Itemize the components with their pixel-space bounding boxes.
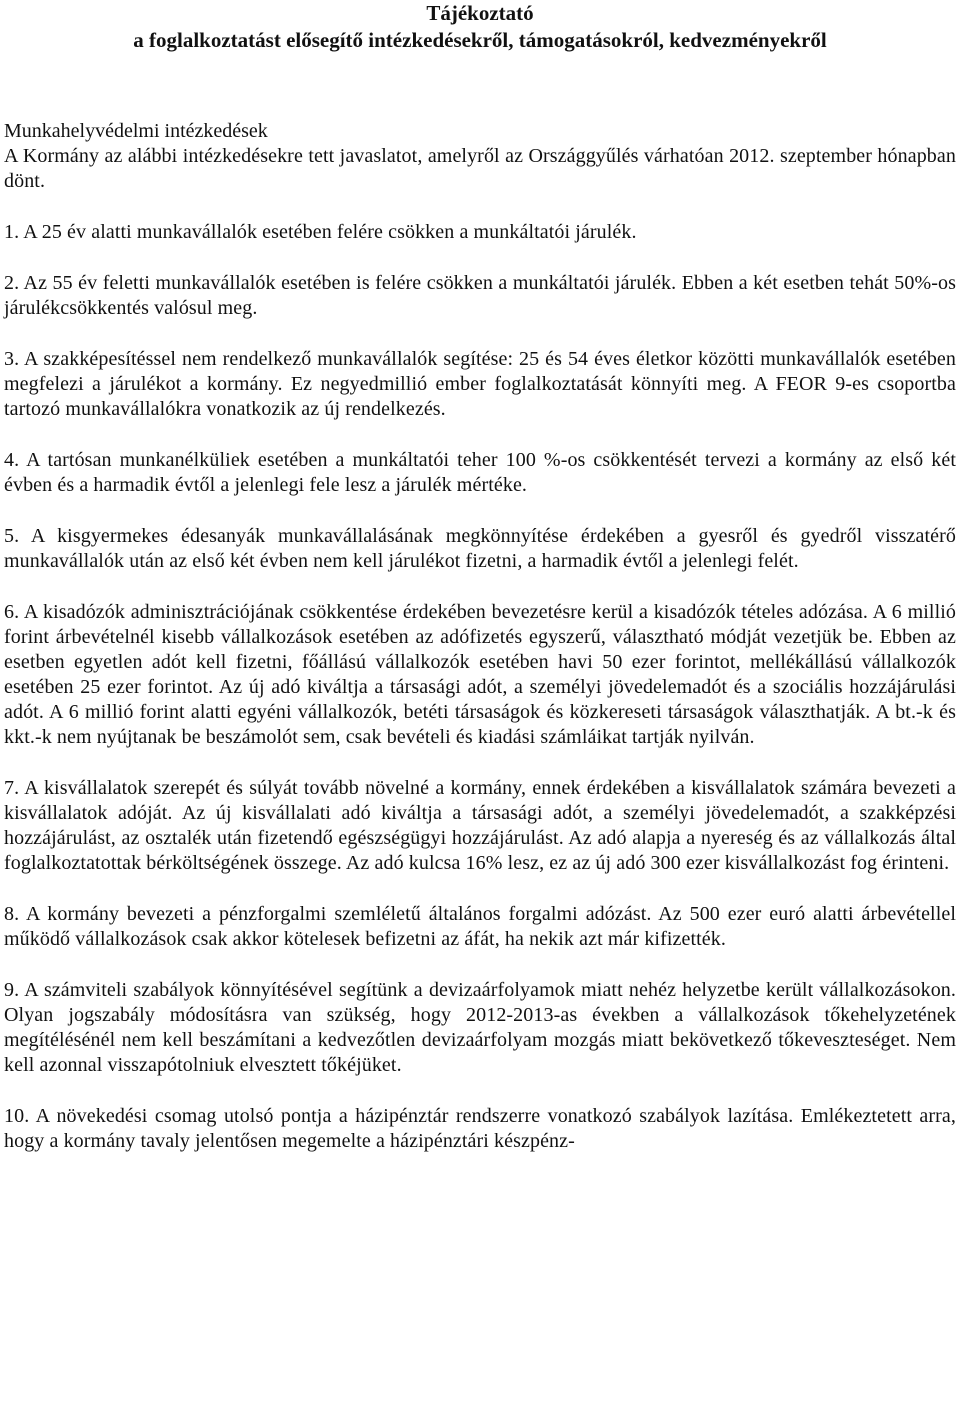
title-line-1: Tájékoztató xyxy=(426,1,534,25)
item-8: 8. A kormány bevezeti a pénzforgalmi szemléletű általános forgalmi adózást. Az 500 ezer euró alatti árbevétellel működő vállalkozások csak akkor kötelesek befizetni az áfát, ha nekik azt már kifizették. xyxy=(4,903,956,950)
intro-paragraph: A Kormány az alábbi intézkedésekre tett javaslatot, amelyről az Országgyűlés várhatóan 2012. szeptember hónapban dönt. xyxy=(4,145,956,192)
item-9: 9. A számviteli szabályok könnyítésével segítünk a devizaárfolyamok miatt nehéz helyzetbe került vállalkozásokon. Olyan jogszabály módosításra van szükség, hogy 2012-2013-as években a vállalkozások tőkehelyzetének megítélésénél nem kell beszámítani a kedvezőtlen devizaárfolyam mozgás miatt bekövetkező tőkeveszteséget. Nem kell azonnal visszapótolniuk elvesztett tőkéjüket. xyxy=(4,979,956,1076)
spacer xyxy=(4,574,956,600)
section-heading: Munkahelyvédelmi intézkedések xyxy=(4,120,268,142)
spacer xyxy=(4,876,956,902)
spacer xyxy=(4,1078,956,1104)
item-6: 6. A kisadózók adminisztrációjának csökkentése érdekében bevezetésre kerül a kisadózók tételes adózása. A 6 millió forint árbevételnél kisebb vállalkozások esetében az adófizetés egyszerű, választható módját vezetjük be. Ebben az esetben egyetlen adót kell fizetni, főállású vállalkozók esetében havi 50 ezer forintot, mellékállású vállalkozók esetében 25 ezer forintot. Az új adó kiváltja a társasági adót, a személyi jövedelemadót és a szociális hozzájárulási adót. A 6 millió forint alatti egyéni vállalkozók, betéti társaságok és közkereseti társaságok választhatják. A bt.-k és kkt.-k nem nyújtanak be beszámolót sem, csak bevételi és kiadási számláikat tartják nyilván. xyxy=(4,601,956,748)
spacer xyxy=(4,321,956,347)
item-7: 7. A kisvállalatok szerepét és súlyát tovább növelné a kormány, ennek érdekében a kisvállalatok számára bevezeti a kisvállalatok adóját. Az új kisvállalati adó kiváltja a társasági adót, a személyi jövedelemadót, a szakképzési hozzájárulást, az osztalék után fizetendő egészségügyi hozzájárulást. Az adó alapja a nyereség és az vállalkozás által foglalkoztatottak bérköltségének összege. Az adó kulcsa 16% lesz, ez az új adó 300 ezer kisvállalkozást fog érinteni. xyxy=(4,777,956,874)
spacer xyxy=(4,498,956,524)
spacer xyxy=(4,750,956,776)
spacer xyxy=(4,194,956,220)
item-5: 5. A kisgyermekes édesanyák munkavállalásának megkönnyítése érdekében a gyesről és gyedről visszatérő munkavállalók után az első két évben nem kell járulékot fizetni, a harmadik évtől a jelenlegi felét. xyxy=(4,525,956,572)
item-1: 1. A 25 év alatti munkavállalók esetében felére csökken a munkáltatói járulék. xyxy=(4,221,637,243)
spacer xyxy=(4,952,956,978)
item-3: 3. A szakképesítéssel nem rendelkező munkavállalók segítése: 25 és 54 éves életkor közötti munkavállalók esetében megfelezi a járulékot a kormány. Ez negyedmillió ember foglalkoztatását könnyíti meg. A FEOR 9-es csoportba tartozó munkavállalókra vonatkozik az új rendelkezés. xyxy=(4,348,956,420)
item-4: 4. A tartósan munkanélküliek esetében a munkáltatói teher 100 %-os csökkentését tervezi a kormány az első két évben és a harmadik évtől a jelenlegi fele lesz a járulék mértéke. xyxy=(4,449,956,496)
document-page xyxy=(4,0,956,1154)
document-title xyxy=(4,0,956,54)
spacer xyxy=(4,245,956,271)
item-10: 10. A növekedési csomag utolsó pontja a házipénztár rendszerre vonatkozó szabályok lazítása. Emlékeztetett arra, hogy a kormány tavaly jelentősen megemelte a házipénztári készpénz- xyxy=(4,1105,956,1152)
title-line-2: a foglalkoztatást elősegítő intézkedésekről, támogatásokról, kedvezményekről xyxy=(133,28,827,52)
spacer xyxy=(4,422,956,448)
item-2: 2. Az 55 év feletti munkavállalók esetében is felére csökken a munkáltatói járulék. Ebben a két esetben tehát 50%-os járulékcsökkentés valósul meg. xyxy=(4,272,956,319)
